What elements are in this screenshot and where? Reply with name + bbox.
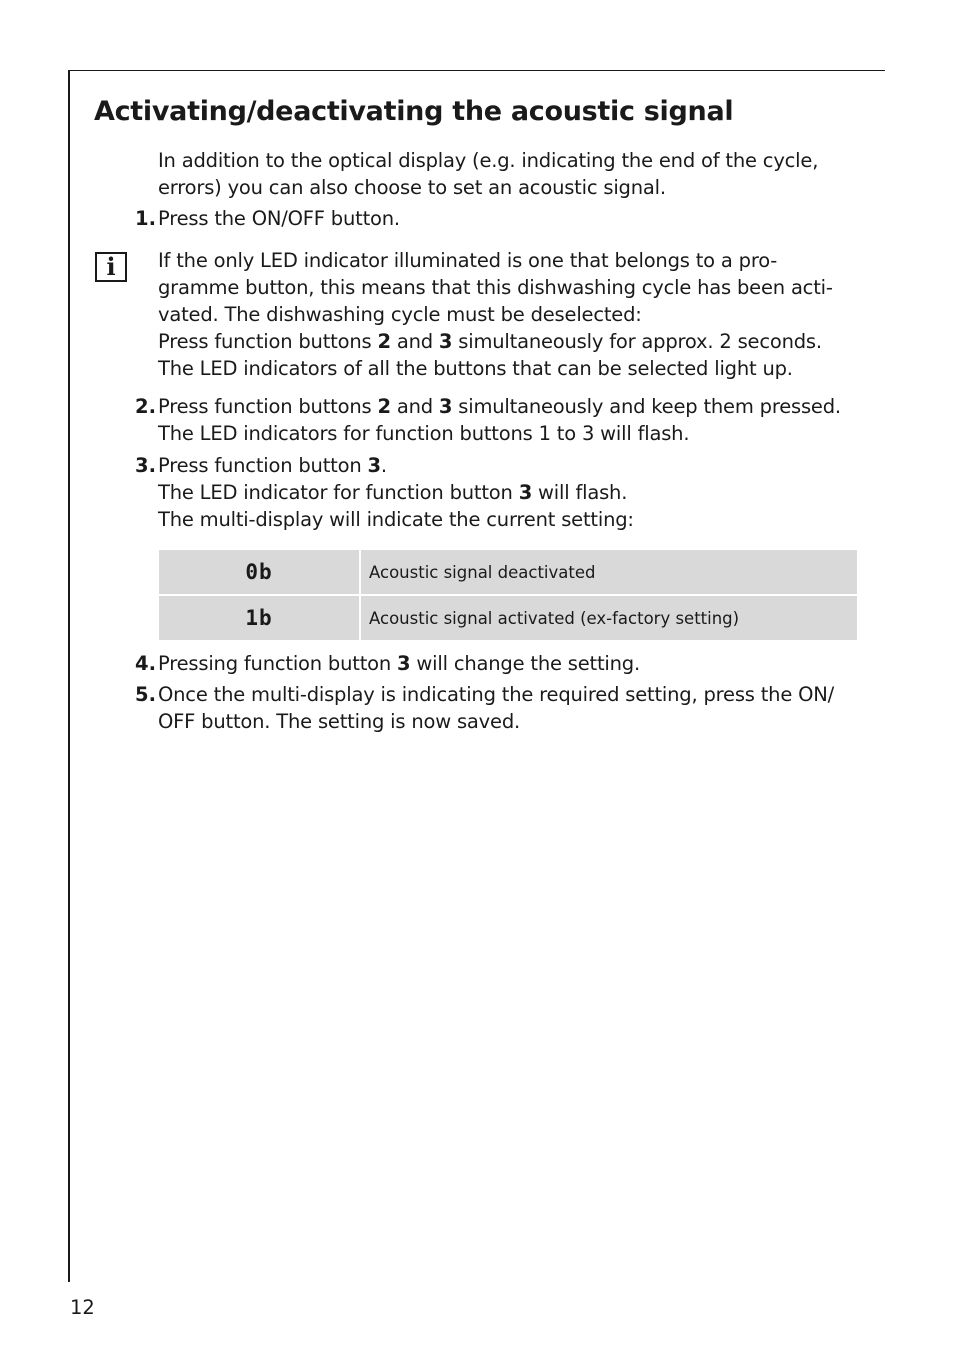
step-3-text-d: The LED indicator for function button bbox=[158, 481, 519, 504]
info-line-4 bbox=[158, 328, 878, 355]
button-ref-3: 3 bbox=[367, 454, 381, 477]
intro-paragraph bbox=[158, 147, 878, 201]
button-ref-3: 3 bbox=[438, 330, 453, 353]
step-4-number: 4. bbox=[135, 652, 156, 675]
step-3-text-a: Press function button bbox=[158, 454, 368, 477]
step-4-text-c: will change the setting. bbox=[410, 652, 640, 675]
info-line-4-rest: simultaneously for approx. 2 seconds. bbox=[452, 330, 822, 353]
step-5-line-2: OFF button. The setting is now saved. bbox=[158, 710, 520, 733]
info-line-1: If the only LED indicator illuminated is one that belongs to a pro- bbox=[158, 249, 778, 272]
table-row bbox=[158, 549, 858, 595]
step-3-text bbox=[158, 452, 878, 533]
step-1-number: 1. bbox=[135, 207, 156, 230]
button-ref-3: 3 bbox=[397, 652, 411, 675]
table-row bbox=[158, 595, 858, 641]
page-title: Activating/deactivating the acoustic signal bbox=[94, 96, 734, 127]
info-line-3: vated. The dishwashing cycle must be deselected: bbox=[158, 303, 642, 326]
step-5-text bbox=[158, 681, 878, 735]
step-3-text-c: . bbox=[380, 454, 387, 477]
left-margin-rule bbox=[68, 70, 70, 1282]
step-3-line-3: The multi-display will indicate the current setting: bbox=[158, 508, 634, 531]
step-2-text-e: simultaneously and keep them pressed. bbox=[452, 395, 841, 418]
settings-table bbox=[157, 548, 859, 642]
info-line-4-text: Press function buttons bbox=[158, 330, 378, 353]
setting-description: Acoustic signal deactivated bbox=[360, 549, 858, 595]
info-line-4-and: and bbox=[390, 330, 439, 353]
intro-line-1: In addition to the optical display (e.g. indicating the end of the cycle, bbox=[158, 149, 819, 172]
step-2-text bbox=[158, 393, 878, 447]
info-icon: i bbox=[95, 252, 127, 282]
button-ref-3: 3 bbox=[438, 395, 453, 418]
info-line-2: gramme button, this means that this dishwashing cycle has been acti- bbox=[158, 276, 833, 299]
setting-description: Acoustic signal activated (ex-factory setting) bbox=[360, 595, 858, 641]
step-2-text-a: Press function buttons bbox=[158, 395, 378, 418]
step-3-number: 3. bbox=[135, 454, 156, 477]
info-note bbox=[158, 247, 878, 382]
step-5-number: 5. bbox=[135, 683, 156, 706]
display-code: 1b bbox=[158, 595, 360, 641]
step-3-line-1 bbox=[158, 452, 878, 479]
button-ref-2: 2 bbox=[377, 330, 391, 353]
step-4-text-a: Pressing function button bbox=[158, 652, 398, 675]
step-2-text-c: and bbox=[390, 395, 439, 418]
step-4-text bbox=[158, 650, 878, 677]
info-line-5: The LED indicators of all the buttons that can be selected light up. bbox=[158, 357, 793, 380]
button-ref-3: 3 bbox=[518, 481, 533, 504]
page-number: 12 bbox=[70, 1296, 95, 1319]
step-2-line-1 bbox=[158, 393, 878, 420]
step-5-line-1: Once the multi-display is indicating the required setting, press the ON/ bbox=[158, 683, 835, 706]
button-ref-2: 2 bbox=[377, 395, 391, 418]
step-3-line-2 bbox=[158, 479, 878, 506]
step-1-text: Press the ON/OFF button. bbox=[158, 207, 400, 230]
step-2-number: 2. bbox=[135, 395, 156, 418]
intro-line-2: errors) you can also choose to set an acoustic signal. bbox=[158, 176, 666, 199]
step-3-text-f: will flash. bbox=[532, 481, 628, 504]
display-code: 0b bbox=[158, 549, 360, 595]
top-rule bbox=[68, 70, 885, 71]
step-2-line-2: The LED indicators for function buttons 1 to 3 will flash. bbox=[158, 422, 690, 445]
